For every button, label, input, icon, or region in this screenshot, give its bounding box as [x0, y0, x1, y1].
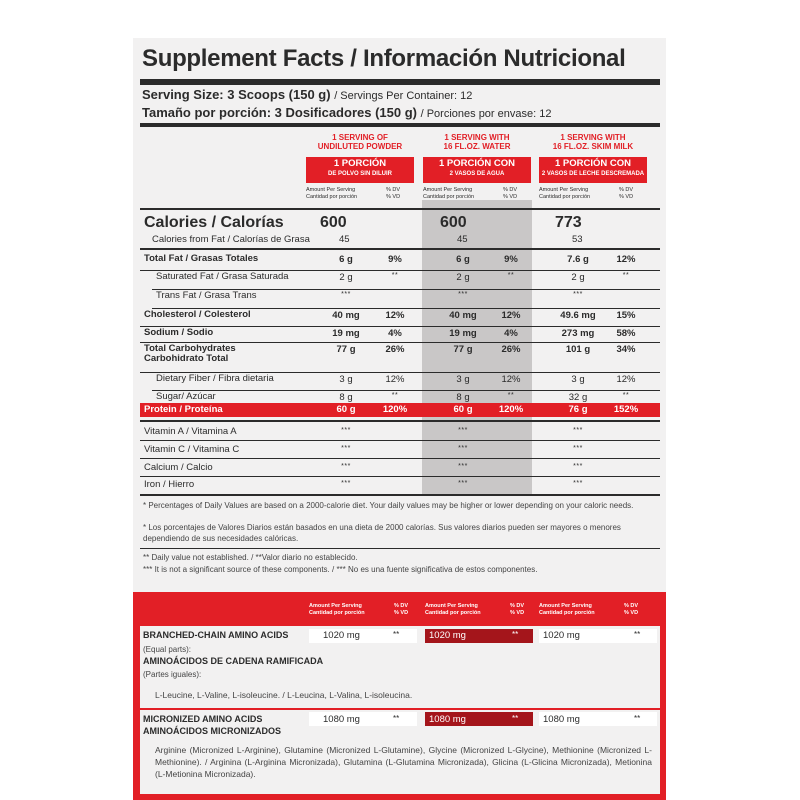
- nutrient-dv: 12%: [616, 374, 636, 385]
- vitamin-value: ***: [458, 463, 468, 470]
- nutrient-value: 8 g: [456, 392, 470, 403]
- nutrient-value: 6 g: [339, 254, 353, 265]
- bcaa-value-3: 1020 mg: [543, 630, 580, 641]
- nutrient-value: 3 g: [456, 374, 470, 385]
- nutrient-value: 273 mg: [561, 328, 595, 339]
- micro-list: Arginine (Micronized L-Arginine), Glutamine (Micronized L-Glutamine), Glycine (Micronized L-Glycine), Methionine (Micronized L-Methionine). / Arginina (L-Arginina Micronizada), Glutamina (L-Glutamina Micronizada), Glicina (L-Glicina Micronizada), Metionina (L-Metionina Micronizada).: [155, 745, 652, 779]
- nutrient-value: 40 mg: [332, 310, 360, 321]
- nutrient-value: 3 g: [339, 374, 353, 385]
- nutrient-dv: **: [622, 272, 630, 279]
- serving-size-en-text: Serving Size: 3 Scoops (150 g): [142, 87, 331, 102]
- serving-size-es-text: Tamaño por porción: 3 Dosificadores (150 g): [142, 105, 417, 120]
- col2-header-en: 1 SERVING WITH 16 FL.OZ. WATER: [443, 133, 511, 151]
- col1-header-es: 1 PORCIÓN DE POLVO SIN DILUIR: [306, 157, 414, 183]
- nutrient-dv: **: [391, 392, 399, 399]
- amino-col2-dv-subhead: % DV % VD: [510, 603, 525, 616]
- nutrient-value: 2 g: [339, 272, 353, 283]
- calories-fat-label: Calories from Fat / Calorías de Grasa: [152, 234, 310, 245]
- protein-label: Protein / Proteína: [144, 404, 223, 415]
- bcaa-equal-parts-es: (Partes iguales):: [143, 670, 202, 679]
- calories-fat-value-2: 45: [457, 234, 468, 245]
- nutrient-dv: 15%: [616, 310, 636, 321]
- nutrient-value: 32 g: [568, 392, 588, 403]
- vitamin-value: ***: [573, 427, 583, 434]
- micro-dv-2: **: [512, 714, 519, 723]
- subhead-rule: [140, 208, 660, 210]
- nutrient-dv: 26%: [501, 344, 521, 355]
- nutrient-value: 19 mg: [449, 328, 477, 339]
- nutrient-label: Saturated Fat / Grasa Saturada: [156, 271, 289, 282]
- col3-header-es: 1 PORCIÓN CON 2 VASOS DE LECHE DESCREMADA: [539, 157, 647, 183]
- micro-value-1: 1080 mg: [323, 714, 360, 725]
- nutrient-label: Trans Fat / Grasa Trans: [156, 290, 257, 301]
- col2-dv-subhead: % DV % VD: [503, 187, 518, 200]
- nutrient-dv: 9%: [388, 254, 402, 265]
- nutrient-dv: 12%: [501, 310, 521, 321]
- vitamin-label: Vitamin C / Vitamina C: [144, 444, 240, 455]
- protein-dv-1: 120%: [382, 404, 408, 415]
- nutrient-value: ***: [341, 291, 351, 298]
- calories-rule: [140, 248, 660, 250]
- nutrient-rule: [140, 326, 660, 327]
- nutrient-dv: 9%: [504, 254, 518, 265]
- nutrient-value: 77 g: [336, 344, 356, 355]
- footnote-dv: ** Daily value not established. / **Valor diario no establecido.: [143, 553, 358, 562]
- micro-value-2: 1080 mg: [429, 714, 466, 725]
- vitamin-value: ***: [341, 463, 351, 470]
- nutrient-value: ***: [573, 291, 583, 298]
- nutrient-dv: 58%: [616, 328, 636, 339]
- page-title: Supplement Facts / Información Nutricional: [142, 45, 626, 72]
- bcaa-title-es: AMINOÁCIDOS DE CADENA RAMIFICADA: [143, 656, 324, 666]
- nutrient-value: 77 g: [453, 344, 473, 355]
- bcaa-equal-parts: (Equal parts):: [143, 645, 192, 654]
- nutrient-value: 3 g: [571, 374, 585, 385]
- nutrient-label: Cholesterol / Colesterol: [144, 309, 251, 320]
- amino-col3-amount-subhead: Amount Per Serving Cantidad por porción: [539, 603, 595, 616]
- nutrient-dv: **: [507, 392, 515, 399]
- bcaa-dv-2: **: [512, 630, 519, 639]
- nutrient-dv: **: [507, 272, 515, 279]
- nutrient-label: Sugar/ Azúcar: [156, 391, 216, 402]
- micro-value-3: 1080 mg: [543, 714, 580, 725]
- nutrient-label: Dietary Fiber / Fibra dietaria: [156, 373, 274, 384]
- col2-amount-subhead: Amount Per Serving Cantidad por porción: [423, 187, 475, 200]
- calories-value-1: 600: [320, 214, 347, 231]
- nutrient-dv: **: [391, 272, 399, 279]
- footnote-rule: [140, 548, 660, 549]
- vitamin-value: ***: [573, 480, 583, 487]
- nutrient-value: 101 g: [565, 344, 591, 355]
- nutrient-dv: 12%: [385, 374, 405, 385]
- bcaa-title: BRANCHED-CHAIN AMINO ACIDS: [143, 630, 289, 640]
- vitamin-value: ***: [341, 445, 351, 452]
- micro-dv-3: **: [634, 714, 641, 723]
- vitamin-label: Vitamin A / Vitamina A: [144, 426, 237, 437]
- servings-per-container-es: / Porciones por envase: 12: [420, 108, 552, 120]
- bcaa-dv-1: **: [393, 630, 400, 639]
- nutrient-value: 2 g: [456, 272, 470, 283]
- calories-label: Calories / Calorías: [144, 214, 284, 231]
- serving-size-en: [142, 87, 472, 102]
- calories-fat-value-1: 45: [339, 234, 350, 245]
- micro-dv-1: **: [393, 714, 400, 723]
- nutrient-value: 40 mg: [449, 310, 477, 321]
- col1-dv-subhead: % DV % VD: [386, 187, 401, 200]
- protein-dv-2: 120%: [498, 404, 524, 415]
- micro-title-es: AMINOÁCIDOS MICRONIZADOS: [143, 726, 281, 736]
- protein-value-2: 60 g: [453, 404, 473, 415]
- nutrient-label: Sodium / Sodio: [144, 327, 214, 338]
- vitamin-value: ***: [573, 463, 583, 470]
- protein-value-1: 60 g: [336, 404, 356, 415]
- protein-rule: [140, 420, 660, 422]
- vitamin-value: ***: [458, 427, 468, 434]
- vitamin-value: ***: [573, 445, 583, 452]
- protein-dv-3: 152%: [613, 404, 639, 415]
- vitamin-value: ***: [458, 445, 468, 452]
- bcaa-value-2: 1020 mg: [429, 630, 466, 641]
- vitamins-rule: [140, 494, 660, 496]
- vitamin-value: ***: [341, 480, 351, 487]
- nutrient-value: 19 mg: [332, 328, 360, 339]
- nutrient-dv: 12%: [385, 310, 405, 321]
- vitamin-label: Calcium / Calcio: [144, 462, 213, 473]
- vitamin-value: ***: [458, 480, 468, 487]
- nutrient-dv: **: [622, 392, 630, 399]
- footnote-en: * Percentages of Daily Values are based on a 2000-calorie diet. Your daily values may be higher or lower depending on your caloric needs.: [143, 501, 634, 510]
- nutrient-dv: 26%: [385, 344, 405, 355]
- nutrient-dv: 4%: [504, 328, 518, 339]
- footnote-significant: *** It is not a significant source of these components. / *** No es una fuente significativa de estos componentes.: [143, 565, 538, 574]
- col2-header-es: 1 PORCIÓN CON 2 VASOS DE AGUA: [423, 157, 531, 183]
- amino-col3-dv-subhead: % DV % VD: [624, 603, 639, 616]
- calories-value-3: 773: [555, 214, 582, 231]
- nutrient-label: Total Fat / Grasas Totales: [144, 253, 259, 264]
- calories-value-2: 600: [440, 214, 467, 231]
- protein-value-3: 76 g: [568, 404, 588, 415]
- nutrient-dv: 12%: [501, 374, 521, 385]
- bcaa-dv-3: **: [634, 630, 641, 639]
- nutrient-value: 2 g: [571, 272, 585, 283]
- calories-fat-value-3: 53: [572, 234, 583, 245]
- vitamin-value: ***: [341, 427, 351, 434]
- col3-dv-subhead: % DV % VD: [619, 187, 634, 200]
- serving-size-es: [142, 105, 551, 120]
- footnote-es: * Los porcentajes de Valores Diarios están basados en una dieta de 2000 calorías. Sus valores diarios pueden ser mayores o menores dependiendo de sus necesidades calóricas.: [143, 523, 621, 543]
- nutrient-dv: 4%: [388, 328, 402, 339]
- nutrient-value: 6 g: [456, 254, 470, 265]
- col1-amount-subhead: Amount Per Serving Cantidad por porción: [306, 187, 358, 200]
- bcaa-list: L-Leucine, L-Valine, L-isoleucine. / L-Leucina, L-Valina, L-isoleucina.: [155, 690, 413, 700]
- amino-col1-dv-subhead: % DV % VD: [394, 603, 409, 616]
- amino-col1-amount-subhead: Amount Per Serving Cantidad por porción: [309, 603, 365, 616]
- nutrient-value: ***: [458, 291, 468, 298]
- bcaa-value-1: 1020 mg: [323, 630, 360, 641]
- nutrient-rule: [152, 390, 660, 391]
- nutrient-label: Total Carbohydrates Carbohidrato Total: [144, 343, 236, 364]
- nutrient-value: 7.6 g: [567, 254, 589, 265]
- vitamin-rule: [140, 476, 660, 477]
- nutrient-value: 8 g: [339, 392, 353, 403]
- amino-col2-amount-subhead: Amount Per Serving Cantidad por porción: [425, 603, 481, 616]
- servings-per-container-en: / Servings Per Container: 12: [334, 90, 473, 102]
- vitamin-rule: [140, 440, 660, 441]
- col3-header-en: 1 SERVING WITH 16 FL.OZ. SKIM MILK: [552, 133, 634, 151]
- micro-title: MICRONIZED AMINO ACIDS: [143, 714, 263, 724]
- nutrient-dv: 12%: [616, 254, 636, 265]
- vitamin-label: Iron / Hierro: [144, 479, 195, 490]
- title-rule: [140, 79, 660, 85]
- nutrient-value: 49.6 mg: [560, 310, 596, 321]
- col3-amount-subhead: Amount Per Serving Cantidad por porción: [539, 187, 591, 200]
- nutrient-dv: 34%: [616, 344, 636, 355]
- col1-header-en: 1 SERVING OF UNDILUTED POWDER: [317, 133, 403, 151]
- vitamin-rule: [140, 458, 660, 459]
- serving-rule: [140, 123, 660, 127]
